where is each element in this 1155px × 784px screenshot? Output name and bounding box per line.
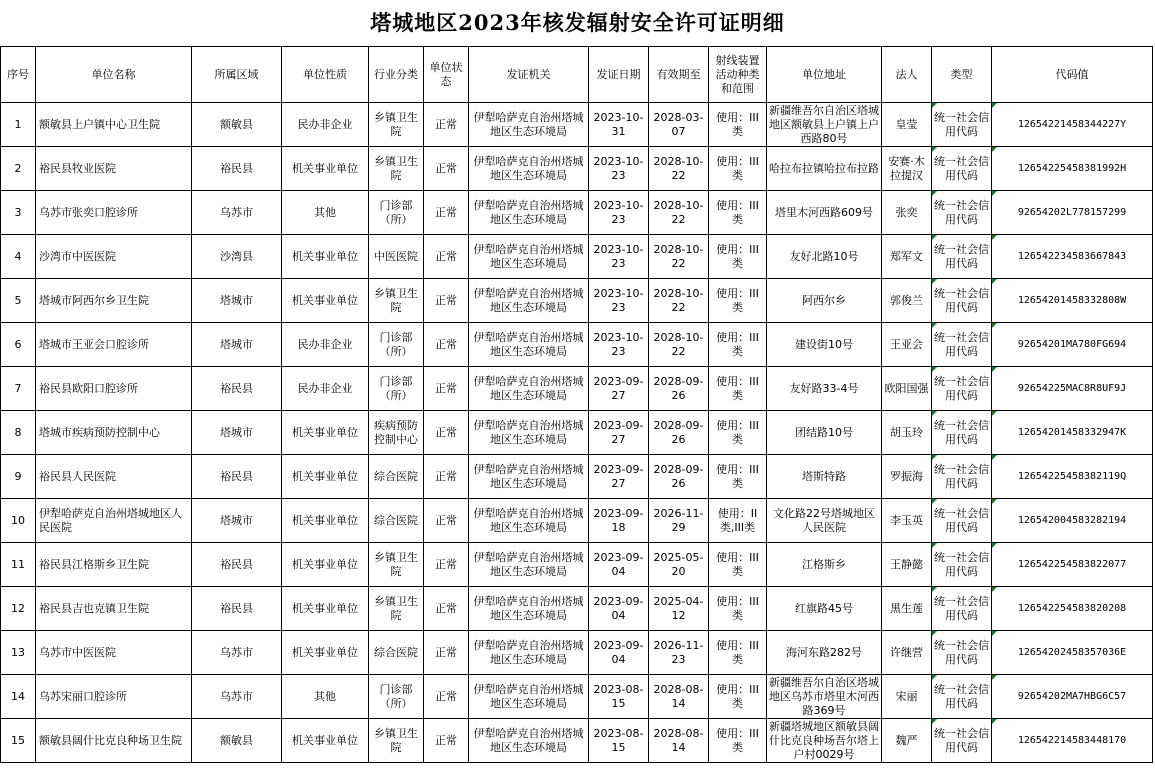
cell-unit-name[interactable]: 裕民县江格斯乡卫生院: [36, 543, 192, 587]
cell-unit-address[interactable]: 建设街10号: [767, 323, 882, 367]
cell-region[interactable]: 裕民县: [192, 455, 282, 499]
cell-valid-until[interactable]: 2028-10-22: [649, 147, 709, 191]
cell-unit-address[interactable]: 友好路33-4号: [767, 367, 882, 411]
cell-region[interactable]: 塔城市: [192, 279, 282, 323]
cell-legal-person[interactable]: 王静懿: [882, 543, 932, 587]
cell-unit-name[interactable]: 乌苏市中医医院: [36, 631, 192, 675]
cell-issue-date[interactable]: 2023-09-04: [589, 543, 649, 587]
cell-seq[interactable]: 5: [1, 279, 36, 323]
cell-valid-until[interactable]: 2028-08-14: [649, 719, 709, 763]
cell-region[interactable]: 额敏县: [192, 103, 282, 147]
cell-issuing-authority[interactable]: 伊犁哈萨克自治州塔城地区生态环境局: [469, 147, 589, 191]
cell-code-value[interactable]: 92654225MAC8R8UF9J: [992, 367, 1153, 411]
cell-valid-until[interactable]: 2028-03-07: [649, 103, 709, 147]
cell-issuing-authority[interactable]: 伊犁哈萨克自治州塔城地区生态环境局: [469, 499, 589, 543]
cell-valid-until[interactable]: 2028-08-14: [649, 675, 709, 719]
cell-seq[interactable]: 6: [1, 323, 36, 367]
cell-issue-date[interactable]: 2023-09-04: [589, 587, 649, 631]
cell-unit-name[interactable]: 裕民县欧阳口腔诊所: [36, 367, 192, 411]
header-issuing-authority: 发证机关: [469, 47, 589, 103]
cell-industry[interactable]: 综合医院: [369, 455, 424, 499]
cell-region[interactable]: 塔城市: [192, 411, 282, 455]
cell-ray-device-scope[interactable]: 使用：III类: [709, 147, 767, 191]
cell-unit-address[interactable]: 海河东路282号: [767, 631, 882, 675]
cell-issue-date[interactable]: 2023-08-15: [589, 675, 649, 719]
cell-unit-name[interactable]: 裕民县牧业医院: [36, 147, 192, 191]
cell-unit-name[interactable]: 乌苏市张奕口腔诊所: [36, 191, 192, 235]
cell-valid-until[interactable]: 2028-09-26: [649, 367, 709, 411]
cell-ray-device-scope[interactable]: 使用：III类: [709, 279, 767, 323]
cell-legal-person[interactable]: 黑生莲: [882, 587, 932, 631]
cell-unit-nature[interactable]: 机关事业单位: [282, 279, 369, 323]
cell-unit-nature[interactable]: 其他: [282, 675, 369, 719]
cell-unit-nature[interactable]: 民办非企业: [282, 367, 369, 411]
cell-ray-device-scope[interactable]: 使用：III类: [709, 675, 767, 719]
cell-issue-date[interactable]: 2023-10-23: [589, 279, 649, 323]
cell-unit-address[interactable]: 友好北路10号: [767, 235, 882, 279]
cell-ray-device-scope[interactable]: 使用：III类: [709, 191, 767, 235]
cell-seq[interactable]: 7: [1, 367, 36, 411]
cell-unit-name[interactable]: 伊犁哈萨克自治州塔城地区人民医院: [36, 499, 192, 543]
cell-unit-status[interactable]: 正常: [424, 543, 469, 587]
cell-valid-until[interactable]: 2025-05-20: [649, 543, 709, 587]
cell-code-value[interactable]: 12654223458366784З: [992, 235, 1153, 279]
cell-seq[interactable]: 9: [1, 455, 36, 499]
cell-legal-person[interactable]: 王亚会: [882, 323, 932, 367]
cell-issue-date[interactable]: 2023-09-04: [589, 631, 649, 675]
cell-valid-until[interactable]: 2028-09-26: [649, 411, 709, 455]
cell-unit-status[interactable]: 正常: [424, 235, 469, 279]
header-unit-status: 单位状态: [424, 47, 469, 103]
cell-ray-device-scope[interactable]: 使用：III类: [709, 455, 767, 499]
cell-unit-status[interactable]: 正常: [424, 191, 469, 235]
cell-seq[interactable]: 1: [1, 103, 36, 147]
cell-legal-person[interactable]: 宋丽: [882, 675, 932, 719]
cell-valid-until[interactable]: 2025-04-12: [649, 587, 709, 631]
cell-code-value[interactable]: 12654225458382119Q: [992, 455, 1153, 499]
cell-seq[interactable]: 4: [1, 235, 36, 279]
cell-issuing-authority[interactable]: 伊犁哈萨克自治州塔城地区生态环境局: [469, 411, 589, 455]
cell-industry[interactable]: 乡镇卫生院: [369, 587, 424, 631]
cell-code-type[interactable]: 统一社会信用代码: [932, 411, 992, 455]
cell-ray-device-scope[interactable]: 使用：III类: [709, 235, 767, 279]
cell-code-type[interactable]: 统一社会信用代码: [932, 279, 992, 323]
cell-code-type[interactable]: 统一社会信用代码: [932, 235, 992, 279]
cell-region[interactable]: 裕民县: [192, 367, 282, 411]
cell-region[interactable]: 乌苏市: [192, 631, 282, 675]
cell-industry[interactable]: 门诊部（所）: [369, 367, 424, 411]
cell-unit-address[interactable]: 塔斯特路: [767, 455, 882, 499]
cell-code-type[interactable]: 统一社会信用代码: [932, 631, 992, 675]
cell-code-value[interactable]: 12654221458344227Y: [992, 103, 1153, 147]
table-row: [1, 191, 1153, 235]
cell-unit-address[interactable]: 新疆维吾尔自治区塔城地区乌苏市塔里木河西路369号: [767, 675, 882, 719]
cell-legal-person[interactable]: 许继营: [882, 631, 932, 675]
cell-seq[interactable]: 11: [1, 543, 36, 587]
cell-unit-address[interactable]: 塔里木河西路609号: [767, 191, 882, 235]
cell-unit-status[interactable]: 正常: [424, 587, 469, 631]
cell-seq[interactable]: 13: [1, 631, 36, 675]
table-row: [1, 235, 1153, 279]
cell-valid-until[interactable]: 2028-10-22: [649, 191, 709, 235]
cell-region[interactable]: 乌苏市: [192, 191, 282, 235]
cell-code-type[interactable]: 统一社会信用代码: [932, 367, 992, 411]
cell-issue-date[interactable]: 2023-09-27: [589, 455, 649, 499]
cell-valid-until[interactable]: 2028-09-26: [649, 455, 709, 499]
table-row: [1, 631, 1153, 675]
cell-unit-name[interactable]: 塔城市阿西尔乡卫生院: [36, 279, 192, 323]
cell-unit-name[interactable]: 沙湾市中医医院: [36, 235, 192, 279]
cell-legal-person[interactable]: 欧阳国强: [882, 367, 932, 411]
cell-issuing-authority[interactable]: 伊犁哈萨克自治州塔城地区生态环境局: [469, 719, 589, 763]
header-legal-person: 法人: [882, 47, 932, 103]
cell-issuing-authority[interactable]: 伊犁哈萨克自治州塔城地区生态环境局: [469, 191, 589, 235]
cell-seq[interactable]: 14: [1, 675, 36, 719]
cell-issue-date[interactable]: 2023-10-31: [589, 103, 649, 147]
cell-code-value[interactable]: 126542254583820208: [992, 587, 1153, 631]
cell-code-type[interactable]: 统一社会信用代码: [932, 719, 992, 763]
cell-unit-address[interactable]: 阿西尔乡: [767, 279, 882, 323]
cell-code-value[interactable]: 12654201458332808W: [992, 279, 1153, 323]
cell-industry[interactable]: 综合医院: [369, 499, 424, 543]
cell-legal-person[interactable]: 罗振海: [882, 455, 932, 499]
cell-unit-nature[interactable]: 机关事业单位: [282, 147, 369, 191]
cell-valid-until[interactable]: 2028-10-22: [649, 279, 709, 323]
header-code-value: 代码值: [992, 47, 1153, 103]
cell-ray-device-scope[interactable]: 使用：II类,III类: [709, 499, 767, 543]
cell-code-value[interactable]: 12654202458357036E: [992, 631, 1153, 675]
cell-unit-nature[interactable]: 机关事业单位: [282, 587, 369, 631]
table-row: [1, 455, 1153, 499]
cell-issue-date[interactable]: 2023-10-23: [589, 191, 649, 235]
cell-legal-person[interactable]: 安赛·木拉提汉: [882, 147, 932, 191]
cell-code-type[interactable]: 统一社会信用代码: [932, 499, 992, 543]
header-unit-nature: 单位性质: [282, 47, 369, 103]
cell-unit-status[interactable]: 正常: [424, 499, 469, 543]
cell-unit-address[interactable]: 新疆塔城地区额敏县阔什比克良种场吾尔塔上户村0029号: [767, 719, 882, 763]
table-body: [1, 103, 1153, 763]
header-valid-until: 有效期至: [649, 47, 709, 103]
cell-issuing-authority[interactable]: 伊犁哈萨克自治州塔城地区生态环境局: [469, 675, 589, 719]
table-row: [1, 499, 1153, 543]
header-row: [1, 47, 1153, 103]
cell-unit-address[interactable]: 文化路22号塔城地区人民医院: [767, 499, 882, 543]
cell-unit-name[interactable]: 塔城市王亚会口腔诊所: [36, 323, 192, 367]
cell-issuing-authority[interactable]: 伊犁哈萨克自治州塔城地区生态环境局: [469, 367, 589, 411]
cell-code-value[interactable]: 126542214583448170: [992, 719, 1153, 763]
cell-issue-date[interactable]: 2023-09-27: [589, 411, 649, 455]
table-row: [1, 103, 1153, 147]
table-row: [1, 147, 1153, 191]
cell-unit-status[interactable]: 正常: [424, 411, 469, 455]
cell-unit-status[interactable]: 正常: [424, 631, 469, 675]
cell-issuing-authority[interactable]: 伊犁哈萨克自治州塔城地区生态环境局: [469, 103, 589, 147]
cell-legal-person[interactable]: 皇莹: [882, 103, 932, 147]
cell-code-value[interactable]: 92654202L778157299: [992, 191, 1153, 235]
cell-industry[interactable]: 乡镇卫生院: [369, 279, 424, 323]
cell-issue-date[interactable]: 2023-09-18: [589, 499, 649, 543]
cell-unit-address[interactable]: 新疆维吾尔自治区塔城地区额敏县上户镇上户西路80号: [767, 103, 882, 147]
cell-unit-status[interactable]: 正常: [424, 147, 469, 191]
cell-valid-until[interactable]: 2026-11-23: [649, 631, 709, 675]
cell-code-value[interactable]: 12654225458381992H: [992, 147, 1153, 191]
cell-region[interactable]: 裕民县: [192, 543, 282, 587]
cell-valid-until[interactable]: 2028-10-22: [649, 235, 709, 279]
cell-ray-device-scope[interactable]: 使用：III类: [709, 631, 767, 675]
cell-issuing-authority[interactable]: 伊犁哈萨克自治州塔城地区生态环境局: [469, 631, 589, 675]
cell-unit-name[interactable]: 塔城市疾病预防控制中心: [36, 411, 192, 455]
cell-region[interactable]: 裕民县: [192, 147, 282, 191]
header-issue-date: 发证日期: [589, 47, 649, 103]
cell-unit-nature[interactable]: 机关事业单位: [282, 543, 369, 587]
header-unit-address: 单位地址: [767, 47, 882, 103]
cell-unit-status[interactable]: 正常: [424, 279, 469, 323]
cell-unit-name[interactable]: 裕民县人民医院: [36, 455, 192, 499]
cell-issuing-authority[interactable]: 伊犁哈萨克自治州塔城地区生态环境局: [469, 279, 589, 323]
cell-code-type[interactable]: 统一社会信用代码: [932, 455, 992, 499]
page-title: 塔城地区2023年核发辐射安全许可证明细: [370, 10, 785, 35]
cell-ray-device-scope[interactable]: 使用：III类: [709, 719, 767, 763]
cell-unit-status[interactable]: 正常: [424, 455, 469, 499]
cell-ray-device-scope[interactable]: 使用：III类: [709, 367, 767, 411]
cell-code-type[interactable]: 统一社会信用代码: [932, 675, 992, 719]
cell-unit-nature[interactable]: 机关事业单位: [282, 235, 369, 279]
cell-region[interactable]: 乌苏市: [192, 675, 282, 719]
cell-ray-device-scope[interactable]: 使用：III类: [709, 323, 767, 367]
cell-issue-date[interactable]: 2023-10-23: [589, 147, 649, 191]
header-region: 所属区域: [192, 47, 282, 103]
cell-seq[interactable]: 15: [1, 719, 36, 763]
permit-table: [0, 46, 1153, 763]
cell-legal-person[interactable]: 郭俊兰: [882, 279, 932, 323]
cell-unit-nature[interactable]: 机关事业单位: [282, 455, 369, 499]
cell-unit-nature[interactable]: 民办非企业: [282, 323, 369, 367]
cell-industry[interactable]: 中医医院: [369, 235, 424, 279]
cell-issuing-authority[interactable]: 伊犁哈萨克自治州塔城地区生态环境局: [469, 587, 589, 631]
cell-unit-name[interactable]: 额敏县上户镇中心卫生院: [36, 103, 192, 147]
cell-issue-date[interactable]: 2023-08-15: [589, 719, 649, 763]
cell-code-value[interactable]: 92654201MA780FG694: [992, 323, 1153, 367]
cell-unit-name[interactable]: 乌苏宋丽口腔诊所: [36, 675, 192, 719]
cell-unit-nature[interactable]: 机关事业单位: [282, 631, 369, 675]
cell-unit-nature[interactable]: 其他: [282, 191, 369, 235]
table-row: [1, 411, 1153, 455]
cell-unit-address[interactable]: 红旗路45号: [767, 587, 882, 631]
table-row: [1, 675, 1153, 719]
cell-valid-until[interactable]: 2028-10-22: [649, 323, 709, 367]
header-ray-device-scope: 射线装置活动种类和范围: [709, 47, 767, 103]
table-row: [1, 719, 1153, 763]
cell-code-type[interactable]: 统一社会信用代码: [932, 587, 992, 631]
cell-industry[interactable]: 乡镇卫生院: [369, 543, 424, 587]
cell-region[interactable]: 沙湾县: [192, 235, 282, 279]
cell-legal-person[interactable]: 胡玉玲: [882, 411, 932, 455]
cell-seq[interactable]: 2: [1, 147, 36, 191]
header-unit-name: 单位名称: [36, 47, 192, 103]
cell-unit-name[interactable]: 额敏县阔什比克良种场卫生院: [36, 719, 192, 763]
cell-issue-date[interactable]: 2023-10-23: [589, 235, 649, 279]
cell-code-type[interactable]: 统一社会信用代码: [932, 103, 992, 147]
cell-legal-person[interactable]: 李玉英: [882, 499, 932, 543]
cell-industry[interactable]: 门诊部（所）: [369, 675, 424, 719]
cell-legal-person[interactable]: 郑军文: [882, 235, 932, 279]
cell-issuing-authority[interactable]: 伊犁哈萨克自治州塔城地区生态环境局: [469, 543, 589, 587]
cell-seq[interactable]: 3: [1, 191, 36, 235]
cell-code-type[interactable]: 统一社会信用代码: [932, 543, 992, 587]
cell-issue-date[interactable]: 2023-10-23: [589, 323, 649, 367]
cell-issuing-authority[interactable]: 伊犁哈萨克自治州塔城地区生态环境局: [469, 455, 589, 499]
cell-issuing-authority[interactable]: 伊犁哈萨克自治州塔城地区生态环境局: [469, 323, 589, 367]
cell-unit-name[interactable]: 裕民县吉也克镇卫生院: [36, 587, 192, 631]
cell-unit-nature[interactable]: 机关事业单位: [282, 411, 369, 455]
cell-ray-device-scope[interactable]: 使用：III类: [709, 103, 767, 147]
cell-region[interactable]: 塔城市: [192, 323, 282, 367]
cell-code-type[interactable]: 统一社会信用代码: [932, 191, 992, 235]
cell-issue-date[interactable]: 2023-09-27: [589, 367, 649, 411]
header-code-type: 类型: [932, 47, 992, 103]
cell-code-value[interactable]: 126542254583822077: [992, 543, 1153, 587]
cell-unit-status[interactable]: 正常: [424, 675, 469, 719]
cell-unit-status[interactable]: 正常: [424, 367, 469, 411]
table-row: [1, 587, 1153, 631]
cell-valid-until[interactable]: 2026-11-29: [649, 499, 709, 543]
cell-ray-device-scope[interactable]: 使用：III类: [709, 587, 767, 631]
cell-industry[interactable]: 乡镇卫生院: [369, 103, 424, 147]
cell-ray-device-scope[interactable]: 使用：III类: [709, 543, 767, 587]
header-industry: 行业分类: [369, 47, 424, 103]
cell-code-value[interactable]: 126542004583282194: [992, 499, 1153, 543]
cell-region[interactable]: 塔城市: [192, 499, 282, 543]
cell-code-type[interactable]: 统一社会信用代码: [932, 323, 992, 367]
cell-unit-nature[interactable]: 机关事业单位: [282, 499, 369, 543]
cell-unit-status[interactable]: 正常: [424, 103, 469, 147]
cell-seq[interactable]: 10: [1, 499, 36, 543]
cell-unit-status[interactable]: 正常: [424, 719, 469, 763]
cell-unit-nature[interactable]: 民办非企业: [282, 103, 369, 147]
cell-code-type[interactable]: 统一社会信用代码: [932, 147, 992, 191]
cell-industry[interactable]: 综合医院: [369, 631, 424, 675]
cell-region[interactable]: 裕民县: [192, 587, 282, 631]
cell-unit-nature[interactable]: 机关事业单位: [282, 719, 369, 763]
cell-region[interactable]: 额敏县: [192, 719, 282, 763]
cell-industry[interactable]: 门诊部（所）: [369, 191, 424, 235]
cell-seq[interactable]: 8: [1, 411, 36, 455]
cell-code-value[interactable]: 12654201458332947K: [992, 411, 1153, 455]
header-seq: 序号: [1, 47, 36, 103]
cell-code-value[interactable]: 92654202MA7HBG6C57: [992, 675, 1153, 719]
table-row: [1, 367, 1153, 411]
cell-industry[interactable]: 乡镇卫生院: [369, 147, 424, 191]
cell-unit-address[interactable]: 江格斯乡: [767, 543, 882, 587]
cell-unit-address[interactable]: 哈拉布拉镇哈拉布拉路: [767, 147, 882, 191]
cell-issuing-authority[interactable]: 伊犁哈萨克自治州塔城地区生态环境局: [469, 235, 589, 279]
cell-unit-status[interactable]: 正常: [424, 323, 469, 367]
cell-legal-person[interactable]: 魏严: [882, 719, 932, 763]
cell-legal-person[interactable]: 张奕: [882, 191, 932, 235]
table-row: [1, 543, 1153, 587]
cell-industry[interactable]: 疾病预防控制中心: [369, 411, 424, 455]
table-row: [1, 323, 1153, 367]
cell-ray-device-scope[interactable]: 使用：III类: [709, 411, 767, 455]
cell-unit-address[interactable]: 团结路10号: [767, 411, 882, 455]
cell-industry[interactable]: 乡镇卫生院: [369, 719, 424, 763]
table-row: [1, 279, 1153, 323]
cell-seq[interactable]: 12: [1, 587, 36, 631]
cell-industry[interactable]: 门诊部（所）: [369, 323, 424, 367]
